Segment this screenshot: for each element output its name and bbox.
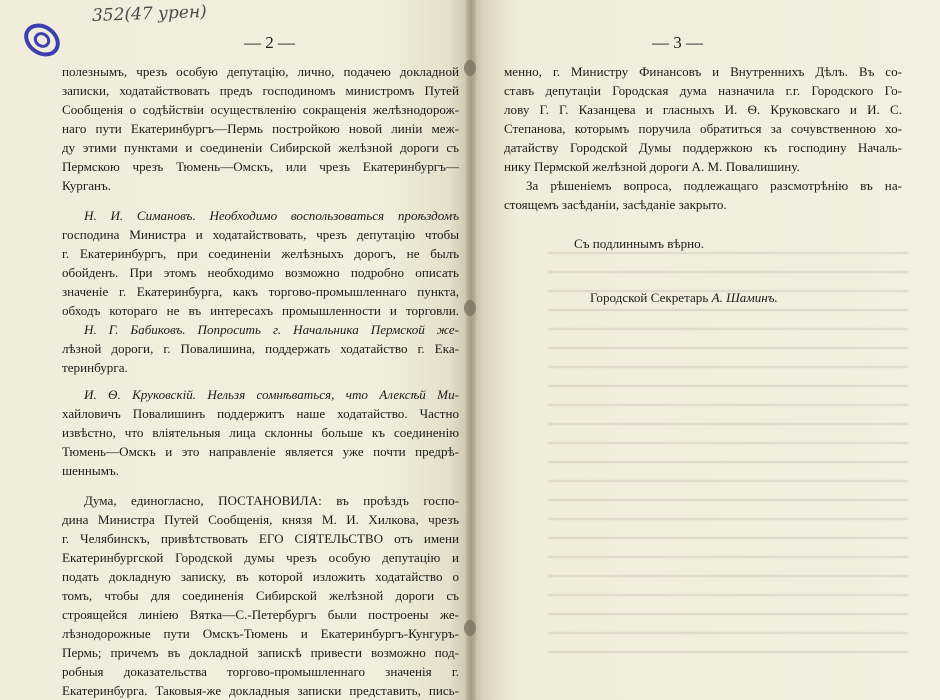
ink-stamp-icon bbox=[22, 20, 62, 60]
signature-block bbox=[590, 290, 778, 306]
binding-gutter bbox=[466, 0, 476, 700]
text-line: шеннымъ. bbox=[62, 463, 120, 478]
text-line: лѣзнодорожные пути Омскъ-Тюмень и Екатеринбургъ-Кунгуръ- bbox=[62, 626, 459, 641]
text-line: менно, г. Министру Финансовъ и Внутреннихъ Дѣлъ. Въ со- bbox=[504, 64, 902, 79]
binding-hole bbox=[464, 620, 476, 636]
pencil-note: 352(47 урен) bbox=[91, 2, 208, 26]
text-line: Тюмень—Омскъ и это направленіе является уже почти предрѣ- bbox=[62, 444, 459, 459]
text-line: дина Министра Путей Сообщенія, князя М. И. Хилкова, чрезъ bbox=[62, 512, 459, 527]
text-line: ду этими пунктами и соединеніи Сибирской желѣзной дороги съ bbox=[62, 140, 459, 155]
right-page bbox=[470, 0, 940, 700]
text-line: строящейся линіею Вятка—С.-Петербургъ были построены же- bbox=[62, 607, 459, 622]
text-line: Екатеринбургской Городской думы чрезъ особую депутацію и bbox=[62, 550, 459, 565]
secretary-title: Городской Секретарь bbox=[590, 290, 709, 305]
text-line: подать докладную записку, въ которой изложить ходатайство о bbox=[62, 569, 459, 584]
text-line: значеніе г. Екатеринбурга, какъ торгово-промышленнаго пункта, bbox=[62, 284, 459, 299]
text-line: Екатеринбурга. Таковыя-же докладныя записки представить, пись- bbox=[62, 683, 459, 698]
speaker-line-text: И. Ѳ. Круковскій. Нельзя сомнѣваться, что Алексѣй Ми- bbox=[84, 387, 459, 402]
text-line: наго пути Екатеринбургъ—Пермь постройкою новой линіи меж- bbox=[62, 121, 459, 136]
text-line: лѣзной дороги, г. Повалишина, поддержать ходатайство г. Ека- bbox=[62, 341, 459, 356]
text-line: Курганъ. bbox=[62, 178, 112, 193]
text-line: Дума, единогласно, ПОСТАНОВИЛА: въ проѣздъ госпо- bbox=[84, 493, 459, 508]
text-line: полезнымъ, чрезъ особую депутацію, лично, подачею докладной bbox=[62, 64, 459, 79]
text-line: г. Челябинскъ, привѣтствовать ЕГО СІЯТЕЛЬСТВО отъ имени bbox=[62, 531, 459, 546]
text-line: нику Пермской желѣзной дороги А. М. Повалишину. bbox=[504, 159, 800, 174]
speaker-line bbox=[84, 206, 459, 225]
text-line: теринбурга. bbox=[62, 360, 128, 375]
speaker-line-text: Н. Г. Бабиковъ. Попросить г. Начальника Пермской же- bbox=[84, 322, 459, 337]
binding-hole bbox=[464, 300, 476, 316]
secretary-name: А. Шаминъ. bbox=[711, 290, 778, 305]
text-line: г. Екатеринбургъ, при соединеніи желѣзныхъ дорогъ, не былъ bbox=[62, 246, 459, 261]
text-line: датайству Городской Думы поддержкою къ господину Началь- bbox=[504, 140, 902, 155]
page-number-right: — 3 — bbox=[652, 33, 703, 52]
text-line: лову Г. Г. Казанцева и гласныхъ И. Ѳ. Круковскаго и И. С. bbox=[504, 102, 902, 117]
text-line: обходъ котораго не въ интересахъ промышленности и торговли. bbox=[62, 303, 459, 318]
speaker-line bbox=[84, 320, 459, 339]
text-line: обойденъ. При этомъ необходимо возможно подробно описать bbox=[62, 265, 459, 280]
text-line: стоящемъ засѣданіи, засѣданіе закрыто. bbox=[504, 197, 727, 212]
text-line: извѣстно, что вліятельныя лица склонны больше къ соединенію bbox=[62, 425, 459, 440]
text-line: томъ, чтобы для соединенія Сибирской желѣзной дороги съ bbox=[62, 588, 459, 603]
text-line: За рѣшеніемъ вопроса, подлежащаго разсмотрѣнію въ на- bbox=[526, 178, 902, 193]
text-line: господина Министра и ходатайствовать, чрезъ депутацію чтобы bbox=[62, 227, 459, 242]
text-line: ставъ депутаціи Городская дума назначила г.г. Городского Го- bbox=[504, 83, 902, 98]
certified-text: Съ подлиннымъ вѣрно. bbox=[574, 236, 704, 251]
text-line: Пермь; причемъ въ докладной запискѣ привести возможно под- bbox=[62, 645, 459, 660]
text-line: Сообщенія о содѣйствіи осуществленію сокращенія желѣзнодорож- bbox=[62, 102, 459, 117]
certified-note bbox=[574, 234, 704, 253]
text-line: хайловичъ Повалишинъ поддержитъ наше ходатайство. Частно bbox=[62, 406, 459, 421]
speaker-line-text: Н. И. Симановъ. Необходимо воспользоваться проѣздомъ bbox=[84, 208, 459, 223]
page-number-left: — 2 — bbox=[244, 33, 295, 52]
speaker-line bbox=[84, 385, 459, 404]
text-line: Степанова, которымъ поручила обратиться за сочувственною хо- bbox=[504, 121, 902, 136]
text-line: записки, ходатайствовать предъ господиномъ министромъ Путей bbox=[62, 83, 459, 98]
text-line: Пермскою чрезъ Тюмень—Омскъ, или чрезъ Екатеринбургъ— bbox=[62, 159, 459, 174]
text-line: робныя доказательства торгово-промышленнаго значенія г. bbox=[62, 664, 459, 679]
binding-hole bbox=[464, 60, 476, 76]
